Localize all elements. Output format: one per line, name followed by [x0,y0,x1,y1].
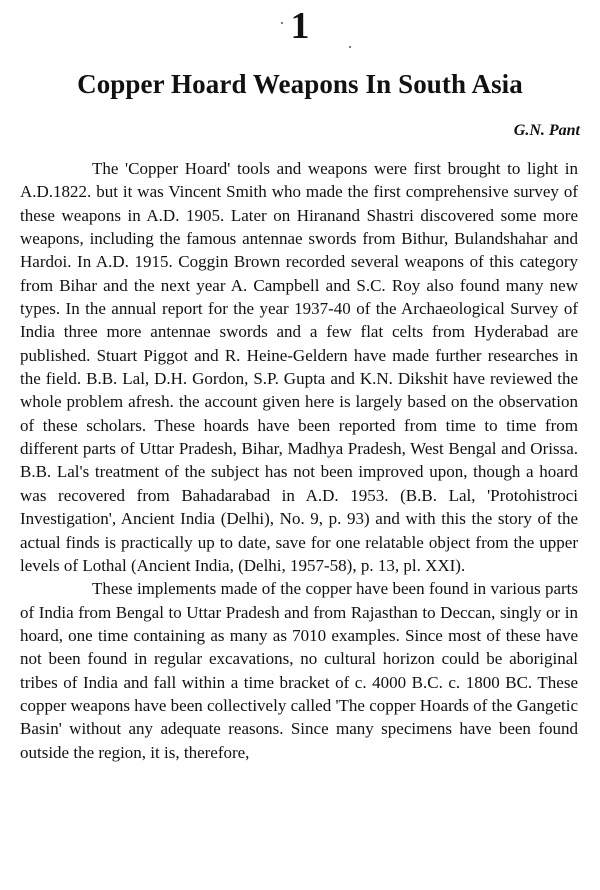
body-text [20,157,578,764]
paragraph: The 'Copper Hoard' tools and weapons were first brought to light in A.D.1822. but it was Vincent Smith who made the first comprehensive survey of these weapons in A.D. 1905. Later on Hiranand Shastri discovered some more weapons, including the famous antennae swords from Bithur, Bulandshahar and Hardoi. In A.D. 1915. Coggin Brown recorded several weapons of this category from Bihar and the next year A. Campbell and S.C. Roy also found many new types. In the annual report for the year 1937-40 of the Archaeological Survey of India three more antennae swords and a few flat celts from Hyderabad are published. Stuart Piggot and R. Heine-Geldern have made further researches in the field. B.B. Lal, D.H. Gordon, S.P. Gupta and K.N. Dikshit have reviewed the whole problem afresh. the account given here is largely based on the observation of these scholars. These hoards have been reported from time to time from different parts of Uttar Pradesh, Bihar, Madhya Pradesh, West Bengal and Orissa. B.B. Lal's treatment of the subject has not been improved upon, though a hoard was recovered from Bahadarabad in A.D. 1953. (B.B. Lal, 'Protohistroci Investigation', Ancient India (Delhi), No. 9, p. 93) and with this the story of the actual finds is practically up to date, save for one relatable object from the upper levels of Lothal (Ancient India, (Delhi, 1957-58), p. 13, pl. XXI). [20,159,578,575]
paragraph: These implements made of the copper have been found in various parts of India from Bengal to Uttar Pradesh and from Rajasthan to Deccan, singly or in hoard, one time containing as many as 7010 examples. Since most of these have not been found in regular excavations, no cultural horizon could be aboriginal tribes of India and fall within a time bracket of c. 4000 B.C. c. 1800 BC. These copper weapons have been collectively called 'The copper Hoards of the Gangetic Basin' without any adequate reasons. Since many specimens have been found outside the region, it is, therefore, [20,579,578,762]
chapter-number: 1 [290,5,310,47]
chapter-title: Copper Hoard Weapons In South Asia [77,69,523,99]
author-name: G.N. Pant [513,122,580,139]
